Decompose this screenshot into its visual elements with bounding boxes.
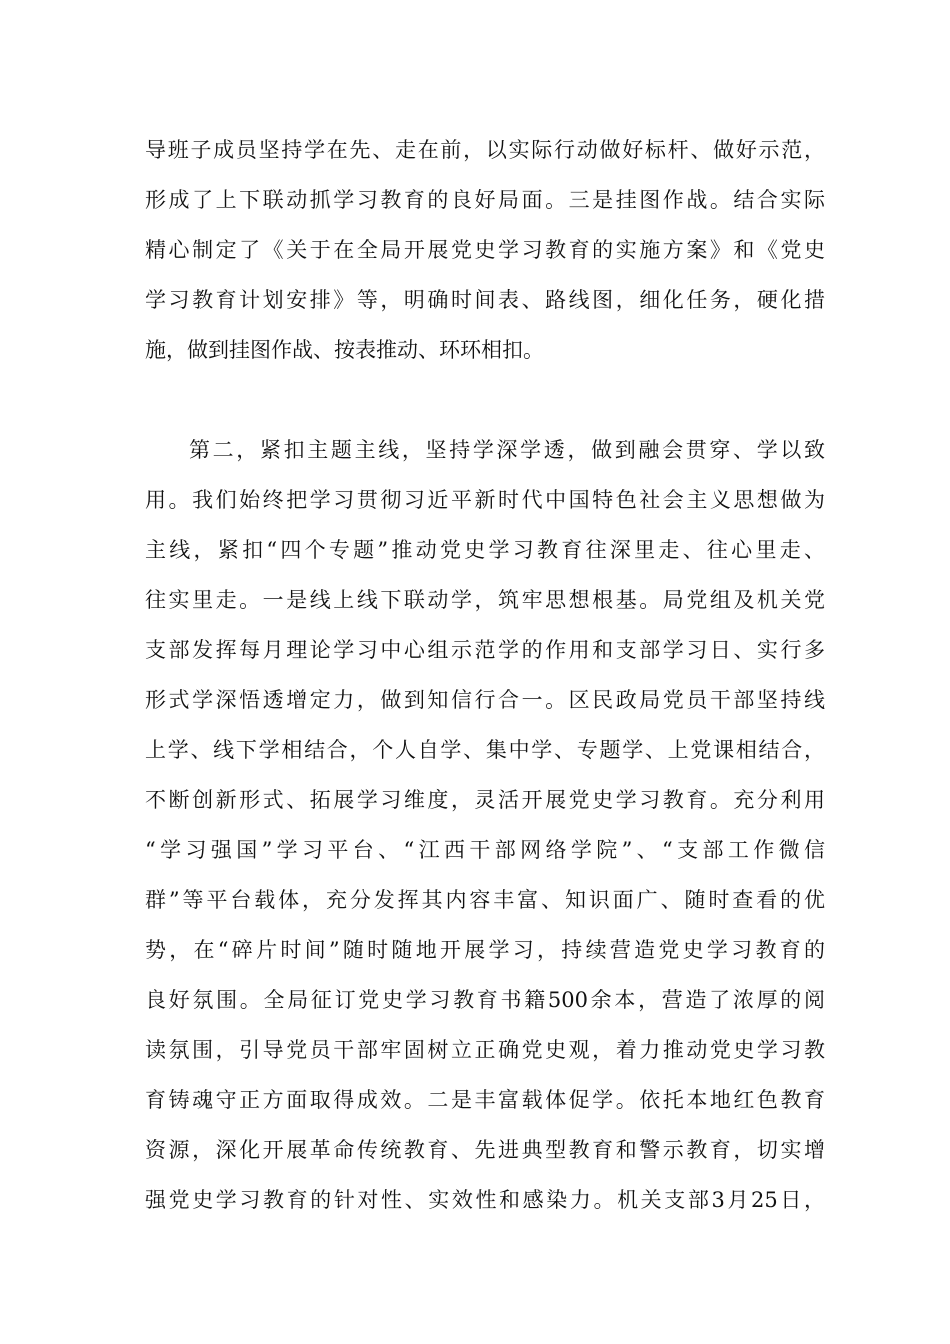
text-line: 上学、线下学相结合，个人自学、集中学、专题学、上党课相结合，	[145, 738, 825, 762]
text-line: 势，在“碎片时间”随时随地开展学习，持续营造党史学习教育的	[145, 938, 825, 962]
text-line: 形式学深悟透增定力，做到知信行合一。区民政局党员干部坚持线	[145, 688, 825, 712]
text-line-last: 施，做到挂图作战、按表推动、环环相扣。	[145, 338, 544, 362]
text-line: 支部发挥每月理论学习中心组示范学的作用和支部学习日、实行多	[145, 638, 825, 662]
text-line: 不断创新形式、拓展学习维度，灵活开展党史学习教育。充分利用	[145, 788, 825, 812]
text-line: 往实里走。一是线上线下联动学，筑牢思想根基。局党组及机关党	[145, 588, 825, 612]
text-line: 良好氛围。全局征订党史学习教育书籍500余本，营造了浓厚的阅	[145, 988, 825, 1012]
text-line-first: 第二，紧扣主题主线，坚持学深学透，做到融会贯穿、学以致	[189, 438, 825, 462]
text-line: 精心制定了《关于在全局开展党史学习教育的实施方案》和《党史	[145, 238, 825, 262]
text-line: 主线，紧扣“四个专题”推动党史学习教育往深里走、往心里走、	[145, 538, 825, 562]
text-line: 强党史学习教育的针对性、实效性和感染力。机关支部3月25日，	[145, 1188, 825, 1212]
text-line: 资源，深化开展革命传统教育、先进典型教育和警示教育，切实增	[145, 1138, 825, 1162]
text-line: 读氛围，引导党员干部牢固树立正确党史观，着力推动党史学习教	[145, 1038, 825, 1062]
paragraph-continued	[145, 125, 825, 375]
paragraph-second	[145, 425, 825, 1225]
text-line: 形成了上下联动抓学习教育的良好局面。三是挂图作战。结合实际	[145, 188, 825, 212]
text-line: 群”等平台载体，充分发挥其内容丰富、知识面广、随时查看的优	[145, 888, 825, 912]
text-line: 学习教育计划安排》等，明确时间表、路线图，细化任务，硬化措	[145, 288, 825, 312]
text-line: “学习强国”学习平台、“江西干部网络学院”、“支部工作微信	[145, 838, 825, 862]
text-line: 导班子成员坚持学在先、走在前，以实际行动做好标杆、做好示范，	[145, 138, 825, 162]
text-line: 用。我们始终把学习贯彻习近平新时代中国特色社会主义思想做为	[145, 488, 825, 512]
text-line: 育铸魂守正方面取得成效。二是丰富载体促学。依托本地红色教育	[145, 1088, 825, 1112]
